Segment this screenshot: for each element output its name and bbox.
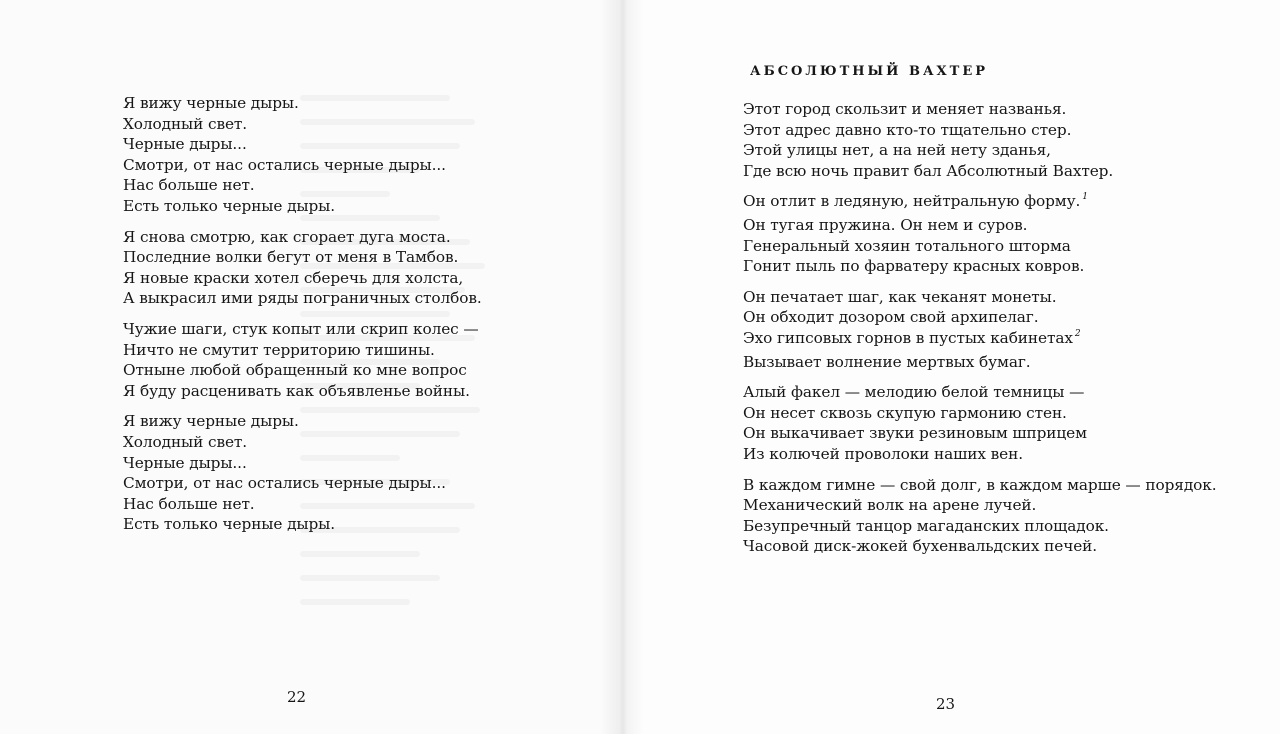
- poem-line: [743, 403, 1216, 424]
- poem-line: Черные дыры...: [123, 453, 247, 472]
- poem-line-text: Часовой диск-жокей бухенвальдских печей.: [743, 537, 1098, 556]
- bleed-through-line: [300, 551, 420, 557]
- poem-line: Смотри, от нас остались черные дыры...: [123, 155, 446, 174]
- poem-line: Чужие шаги, стук копыт или скрип колес —: [123, 319, 479, 338]
- stanza: [123, 411, 482, 535]
- poem-line-text: Эхо гипсовых горнов в пустых кабинетах: [743, 328, 1073, 347]
- poem-line-text: Алый факел — мелодию белой темницы —: [743, 383, 1085, 402]
- poem-line: Я новые краски хотел сберечь для холста,: [123, 268, 464, 287]
- poem-line: Смотри, от нас остались черные дыры...: [123, 474, 446, 493]
- poem-line: [743, 307, 1216, 328]
- poem-line-text: Механический волк на арене лучей.: [743, 496, 1037, 515]
- stanza: [743, 382, 1216, 464]
- poem-line-text: Где всю ночь правит бал Абсолютный Вахтер.: [743, 161, 1114, 180]
- poem-line: Нас больше нет.: [123, 176, 255, 195]
- page-number-right: 23: [936, 695, 956, 713]
- poem-line: [743, 215, 1216, 236]
- poem-line-text: Вызывает волнение мертвых бумаг.: [743, 352, 1031, 371]
- poem-line: Холодный свет.: [123, 114, 248, 133]
- poem-line-text: Он обходит дозором свой архипелаг.: [743, 308, 1039, 327]
- poem-line-text: Он отлит в ледяную, нейтральную форму.: [743, 192, 1081, 211]
- bleed-through-line: [300, 599, 410, 605]
- poem-line-text: Гонит пыль по фарватеру красных ковров.: [743, 257, 1085, 276]
- page-number-left: 22: [287, 688, 307, 706]
- poem-line: [743, 328, 1216, 352]
- stanza: [743, 99, 1216, 181]
- poem-line-text: Безупречный танцор магаданских площадок.: [743, 516, 1109, 535]
- poem-line: [743, 256, 1216, 277]
- poem-line: Есть только черные дыры.: [123, 515, 336, 534]
- poem-line-text: Из колючей проволоки наших вен.: [743, 444, 1023, 463]
- book-gutter: [600, 0, 644, 734]
- poem-line: [743, 236, 1216, 257]
- poem-line: [743, 495, 1216, 516]
- stanza: [123, 319, 482, 401]
- poem-line: [743, 423, 1216, 444]
- poem-line: Я вижу черные дыры.: [123, 94, 299, 112]
- poem-line: Нас больше нет.: [123, 494, 255, 513]
- poem-line: [743, 444, 1216, 465]
- poem-line-text: Этот адрес давно кто-то тщательно стер.: [743, 120, 1072, 139]
- poem-line: Есть только черные дыры.: [123, 196, 336, 215]
- poem-line: Я буду расценивать как объявленье войны.: [123, 381, 470, 400]
- poem-line: [743, 191, 1216, 215]
- poem-line: Отныне любой обращенный ко мне вопрос: [123, 361, 467, 380]
- poem-line-text: В каждом гимне — свой долг, в каждом марше — порядок.: [743, 475, 1217, 494]
- poem-line: [743, 382, 1216, 403]
- poem-line: Последние волки бегут от меня в Тамбов.: [123, 248, 459, 267]
- poem-line: А выкрасил ими ряды пограничных столбов.: [123, 289, 482, 308]
- poem-line: Черные дыры...: [123, 135, 247, 154]
- poem-line: [743, 536, 1216, 557]
- poem-line-text: Он печатает шаг, как чеканят монеты.: [743, 287, 1057, 306]
- poem-line-text: Он тугая пружина. Он нем и суров.: [743, 215, 1028, 234]
- poem-line: [743, 161, 1216, 182]
- poem-line-text: Генеральный хозяин тотального шторма: [743, 236, 1071, 255]
- poem-line: [743, 352, 1216, 373]
- poem-line-text: Этой улицы нет, а на ней нету зданья,: [743, 141, 1051, 160]
- poem-line: Ничто не смутит территорию тишины.: [123, 340, 435, 359]
- stanza: [743, 475, 1216, 557]
- poem-line: Я вижу черные дыры.: [123, 412, 299, 431]
- poem-line: Холодный свет.: [123, 432, 248, 451]
- poem-title: АБСОЛЮТНЫЙ ВАХТЕР: [750, 64, 989, 79]
- poem-line: [743, 140, 1216, 161]
- poem-line: [743, 475, 1216, 496]
- stanza: [743, 287, 1216, 372]
- stanza: [123, 93, 482, 217]
- poem-line: Я снова смотрю, как сгорает дуга моста.: [123, 227, 451, 246]
- footnote-marker: 1: [1082, 192, 1088, 203]
- left-poem: [123, 93, 482, 545]
- bleed-through-line: [300, 575, 440, 581]
- poem-line: [743, 99, 1216, 120]
- stanza: [123, 227, 482, 309]
- poem-line: [743, 287, 1216, 308]
- poem-line-text: Этот город скользит и меняет названья.: [743, 100, 1067, 118]
- poem-line: [743, 516, 1216, 537]
- poem-line: [743, 120, 1216, 141]
- stanza: [743, 191, 1216, 276]
- footnote-marker: 2: [1074, 328, 1081, 339]
- right-poem: [743, 99, 1216, 567]
- poem-line-text: Он выкачивает звуки резиновым шприцем: [743, 424, 1087, 443]
- poem-line-text: Он несет сквозь скупую гармонию стен.: [743, 403, 1067, 422]
